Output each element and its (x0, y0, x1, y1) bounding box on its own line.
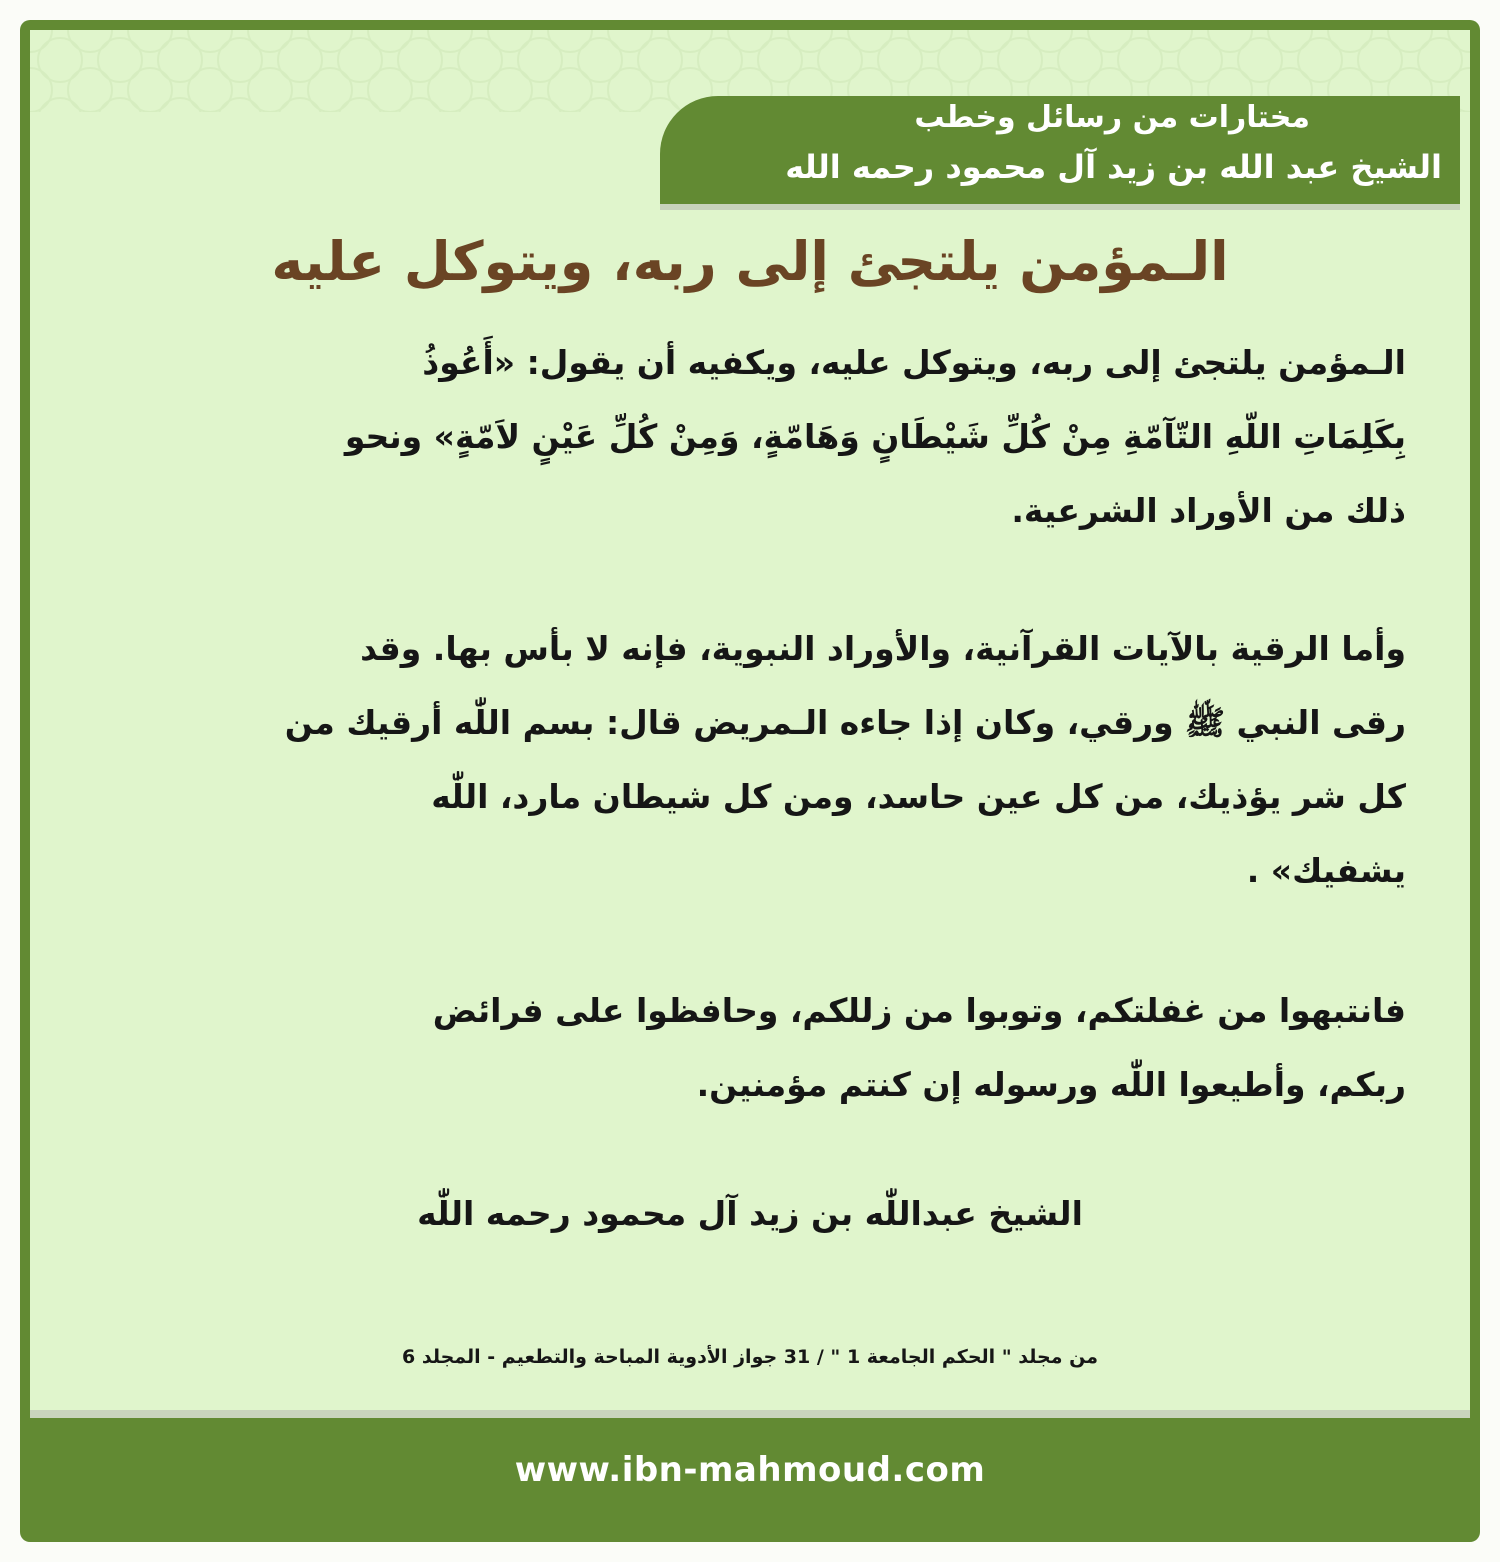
paragraph-line: فانتبهوا من غفلتكم، وتوبوا من زللكم، وحافظوا على فرائض (432, 991, 1406, 1030)
header-author: الشيخ عبد الله بن زيد آل محمود رحمه الله (785, 148, 1442, 186)
signature: الشيخ عبداللّٰه بن زيد آل محمود رحمه اللّٰه (417, 1194, 1083, 1233)
paragraph-line: يشفيك» . (1246, 851, 1406, 890)
paragraph-line: وأما الرقية بالآيات القرآنية، والأوراد النبوية، فإنه لا بأس بها. وقد (360, 629, 1406, 668)
paragraph-line: بِكَلِمَاتِ اللّهِ التّآمّةِ مِنْ كُلِّ شَيْطَانٍ وَهَامّةٍ، وَمِنْ كُلِّ عَيْنٍ لاَمّةٍ» ونحو (344, 417, 1406, 456)
header-subtitle: مختارات من رسائل وخطب (914, 100, 1310, 135)
source-citation: من مجلد " الحكم الجامعة 1 " / 31 جواز الأدوية المباحة والتطعيم - المجلد 6 (402, 1346, 1098, 1368)
paragraph-line: ربكم، وأطيعوا اللّٰه ورسوله إن كنتم مؤمنين. (696, 1065, 1406, 1104)
panel-shadow (30, 1410, 1470, 1418)
paragraph-line: كل شر يؤذيك، من كل عين حاسد، ومن كل شيطان مارد، اللّٰه (431, 777, 1406, 816)
paragraph-1 (130, 326, 1406, 548)
paragraph-3 (130, 974, 1406, 1122)
paragraph-line: الـمؤمن يلتجئ إلى ربه، ويتوكل عليه، ويكفيه أن يقول: «أَعُوذُ (422, 343, 1406, 382)
paragraph-2 (130, 612, 1406, 908)
post-card (20, 20, 1480, 1542)
header-banner (660, 96, 1460, 204)
paragraph-line: ذلك من الأوراد الشرعية. (1011, 491, 1406, 530)
website-link[interactable]: www.ibn-mahmoud.com (514, 1450, 986, 1490)
paragraph-line: رقى النبي ﷺ ورقي، وكان إذا جاءه الـمريض قال: بسم اللّٰه أرقيك من (284, 703, 1406, 742)
content-panel (30, 30, 1470, 1416)
page-title: الـمؤمن يلتجئ إلى ربه، ويتوكل عليه (271, 230, 1229, 293)
